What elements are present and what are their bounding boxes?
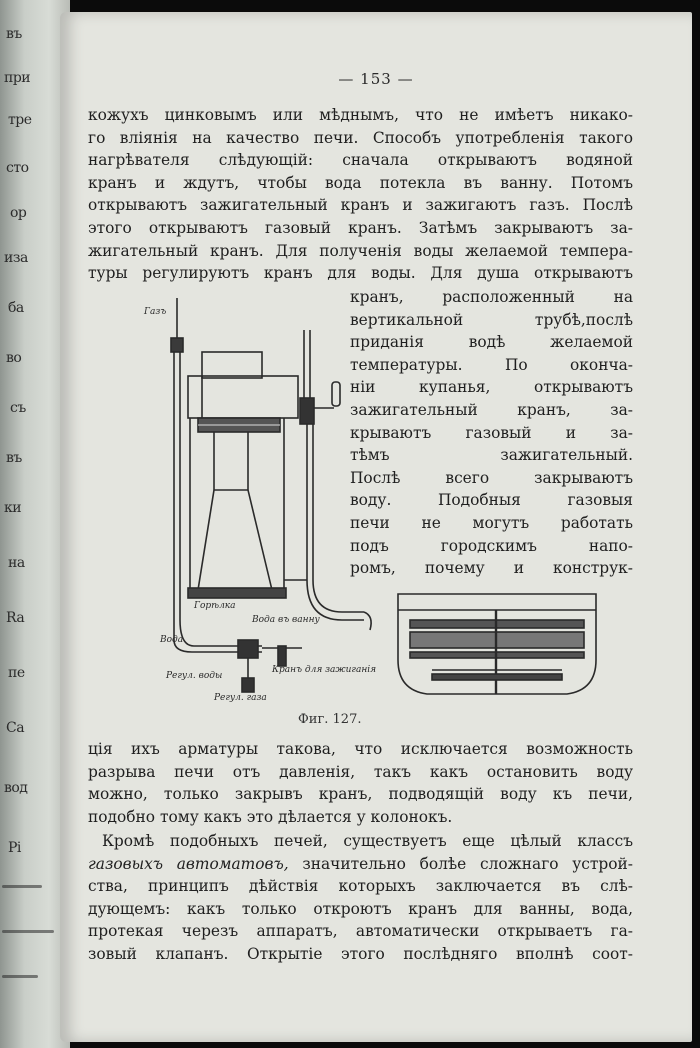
text-line: кранъ и ждутъ, чтобы вода потекла въ ванну. Потомъ <box>88 173 633 192</box>
text-line: крываютъ газовый и за- <box>350 423 633 442</box>
facing-page-fragment: Рі <box>8 840 21 856</box>
text-line: ніи купанья, открываютъ <box>350 378 633 397</box>
facing-page-fragment: ба <box>8 300 24 316</box>
page-number: — 153 — <box>338 70 414 88</box>
facing-page-fragment: иза <box>4 250 28 266</box>
figure-caption: Фиг. 127. <box>298 712 362 727</box>
text-line: протекая черезъ аппаратъ, автоматически открываетъ га- <box>88 922 633 941</box>
text-line: зовый клапанъ. Открытіе этого послѣдняго вполнѣ соот- <box>88 944 633 963</box>
text-line: разрыва печи отъ давленія, такъ какъ остановить воду <box>88 762 633 781</box>
facing-page-fragment: ор <box>10 205 27 221</box>
label-gas-regulator: Регул. газа <box>214 693 267 703</box>
paragraph-after-figure <box>88 738 633 828</box>
text-line: го вліянія на качество печи. Способъ употребленія такого <box>88 128 633 147</box>
facing-page-fragment: при <box>4 70 31 86</box>
burner-cross-section-illustration <box>392 590 602 700</box>
text-line: печи не могутъ работать <box>350 513 633 532</box>
facing-page-fragment: ки <box>4 500 22 516</box>
text-line: можно, только закрывъ кранъ, подводящій воду къ печи, <box>88 785 633 804</box>
paragraph-gas-automats <box>88 830 633 966</box>
text-line: дующемъ: какъ только откроютъ кранъ для ванны, вода, <box>88 899 633 918</box>
text-line: кожухъ цинковымъ или мѣднымъ, что не имѣетъ никако- <box>88 106 633 124</box>
facing-page-fragment: пе <box>8 665 25 681</box>
facing-page-fragment: въ <box>6 450 22 466</box>
text-line: кранъ, расположенный на <box>350 288 633 306</box>
facing-page-fragment: вод <box>4 780 28 796</box>
text-line: нагрѣвателя слѣдующій: сначала открываютъ водяной <box>88 151 633 170</box>
label-ignition-tap: Кранъ для зажиганія <box>272 665 377 675</box>
text-line: Послѣ всего закрываютъ <box>350 468 633 487</box>
text-line: жигательный кранъ. Для полученія воды желаемой темпера- <box>88 241 633 260</box>
text-line: зажигательный кранъ, за- <box>350 400 633 419</box>
text-line <box>88 853 633 876</box>
facing-page-fragment: съ <box>10 400 26 416</box>
facing-page-fragment: на <box>8 555 25 571</box>
text-line: подъ городскимъ напо- <box>350 536 633 555</box>
text-line: ромъ, почему и конструк- <box>350 559 633 578</box>
text-line: подобно тому какъ это дѣлается у колонокъ. <box>88 807 453 826</box>
text-line: открываютъ зажигательный кранъ и зажигаютъ газъ. Послѣ <box>88 196 633 215</box>
paragraph-top <box>88 104 633 285</box>
italic-term: газовыхъ автоматовъ, <box>88 854 289 873</box>
text-line: тѣмъ зажигательный. <box>350 446 633 465</box>
text-line: приданія водѣ желаемой <box>350 333 633 352</box>
label-water: Вода <box>160 635 184 645</box>
text-line: ства, принципъ дѣйствія которыхъ заключается въ слѣ- <box>88 877 633 896</box>
book-page <box>60 12 692 1042</box>
facing-page-fragment: Ca <box>6 720 25 736</box>
text-line: этого открываютъ газовый кранъ. Затѣмъ закрываютъ за- <box>88 218 633 237</box>
gas-heater-illustration <box>102 290 377 710</box>
label-burner: Горѣлка <box>194 601 236 611</box>
text-line: вертикальной трубѣ,послѣ <box>350 310 633 329</box>
facing-page-fragment: тре <box>8 112 32 128</box>
facing-page-fragment: Ra <box>6 610 25 626</box>
label-water-regulator: Регул. воды <box>166 671 223 681</box>
text-line: воду. Подобныя газовыя <box>350 491 633 510</box>
text-line: туры регулируютъ кранъ для воды. Для душа открываютъ <box>88 264 633 283</box>
facing-page-fragment: сто <box>6 160 29 176</box>
label-water-to-tub: Вода въ ванну <box>252 615 320 625</box>
text-line: ція ихъ арматуры такова, что исключается возможность <box>88 740 633 758</box>
text-fragment: значительно болѣе сложнаго устрой- <box>288 854 633 873</box>
facing-page-fragment: во <box>6 350 22 366</box>
text-line: температуры. По оконча- <box>350 355 633 374</box>
label-gas: Газъ <box>144 307 167 317</box>
text-line: Кромѣ подобныхъ печей, существуетъ еще цѣлый классъ <box>102 832 633 850</box>
facing-page-fragment: въ <box>6 26 22 42</box>
paragraph-beside-figure <box>350 286 633 580</box>
